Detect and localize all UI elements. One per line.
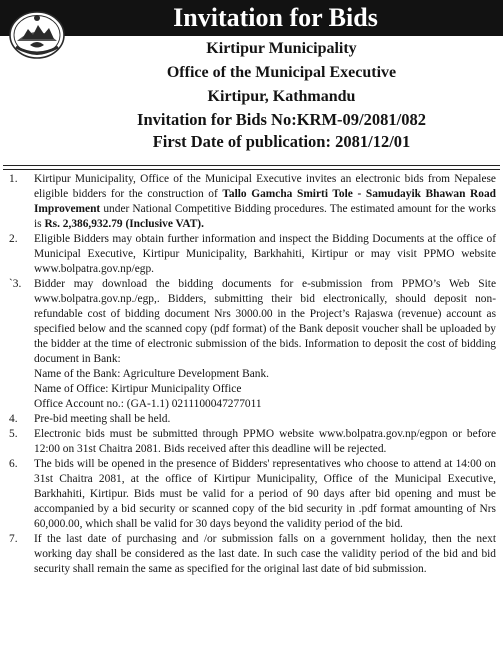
estimated-amount: Rs. 2,386,932.79 (Inclusive VAT). bbox=[44, 218, 204, 230]
header-block bbox=[60, 37, 503, 153]
publication-date: First Date of publication: 2081/12/01 bbox=[152, 132, 411, 151]
account-number: Office Account no.: (GA-1.1) 0211100047277011 bbox=[34, 398, 262, 410]
office-name: Office of the Municipal Executive bbox=[166, 64, 397, 81]
clause-number: 1. bbox=[9, 173, 18, 185]
clause-text: Eligible Bidders may obtain further information and inspect the Bidding Documents at the office of Municipal Executive, Kirtipur Municipality, Barkhahiti, Kirtipur or may visit PPMO website www.bolpatra.gov.np/egp. bbox=[34, 233, 496, 275]
clause-item bbox=[0, 532, 503, 577]
bank-name: Name of the Bank: Agriculture Development Bank. bbox=[34, 368, 270, 380]
clause-list bbox=[0, 172, 503, 577]
project-name: Tallo Gamcha Smirti Tole - Samudayik Bhawan Road Improvement bbox=[34, 188, 496, 215]
clause-text: Kirtipur Municipality, Office of the Municipal Executive invites an electronic bids from Nepalese eligible bidders for the construction of bbox=[34, 173, 496, 200]
clause-text: under National Competitive Bidding procedures. The estimated amount for the works is bbox=[34, 203, 496, 230]
clause-text: If the last date of purchasing and /or submission falls on a government holiday, then the next working day shall be considered as the last date. In such case the validity period of the bid and bid security shall remain the same as specified for the original last date of bid submission. bbox=[34, 533, 496, 575]
clause-item bbox=[0, 232, 503, 277]
clause-number: 5. bbox=[9, 428, 18, 440]
clause-text: Electronic bids must be submitted through PPMO website www.bolpatra.gov.np/egpon or before 12:00 on 31st Chaitra 2081. Bids received after this deadline will be rejected. bbox=[34, 428, 496, 455]
clause-text: Bidder may download the bidding documents for e-submission from PPMO’s Web Site www.bolpatra.gov.np./egp,. Bidders, submitting their bid electronically, should deposit non-refundable cost of bidding document Nrs 3000.00 in the Project’s Rajaswa (revenue) account as specified below and the scanned copy (pdf format) of the Bank deposit voucher shall be uploaded by the bidder at the time of electronic submission of the bids. Information to deposit the cost of bidding document in Bank: bbox=[34, 278, 496, 365]
bid-number: Invitation for Bids No:KRM-09/2081/082 bbox=[137, 110, 426, 129]
clause-text: The bids will be opened in the presence of Bidders' representatives who choose to attend at 14:00 on 31st Chaitra 2081, at the office of Kirtipur Municipality, Office of the Municipal Executive, Barkhahiti, Kirtipur. Bids must be valid for a period of 90 days after bid opening and must be accompanied by a bid security or scanned copy of the bid security in .pdf format amounting of Nrs 60,000.00, which shall be valid for 30 days beyond the validity period of the bid. bbox=[34, 458, 496, 530]
clause-number: 6. bbox=[9, 458, 18, 470]
clause-item bbox=[0, 457, 503, 532]
office-account-name: Name of Office: Kirtipur Municipality Office bbox=[34, 383, 242, 395]
divider-line bbox=[3, 169, 500, 170]
clause-item bbox=[0, 172, 503, 232]
notice-title: Invitation for Bids bbox=[173, 3, 378, 32]
clause-number: 2. bbox=[9, 233, 18, 245]
title-banner bbox=[0, 0, 503, 36]
clause-number: `3. bbox=[9, 278, 22, 290]
clause-text: Pre-bid meeting shall be held. bbox=[34, 413, 171, 425]
location: Kirtipur, Kathmandu bbox=[207, 88, 356, 105]
clause-item bbox=[0, 277, 503, 412]
clause-number: 7. bbox=[9, 533, 18, 545]
clause-item bbox=[0, 427, 503, 457]
municipality-name: Kirtipur Municipality bbox=[206, 40, 357, 57]
clause-item bbox=[0, 412, 503, 427]
nepal-government-emblem-icon bbox=[8, 9, 66, 59]
clause-number: 4. bbox=[9, 413, 18, 425]
divider-line bbox=[3, 165, 500, 166]
